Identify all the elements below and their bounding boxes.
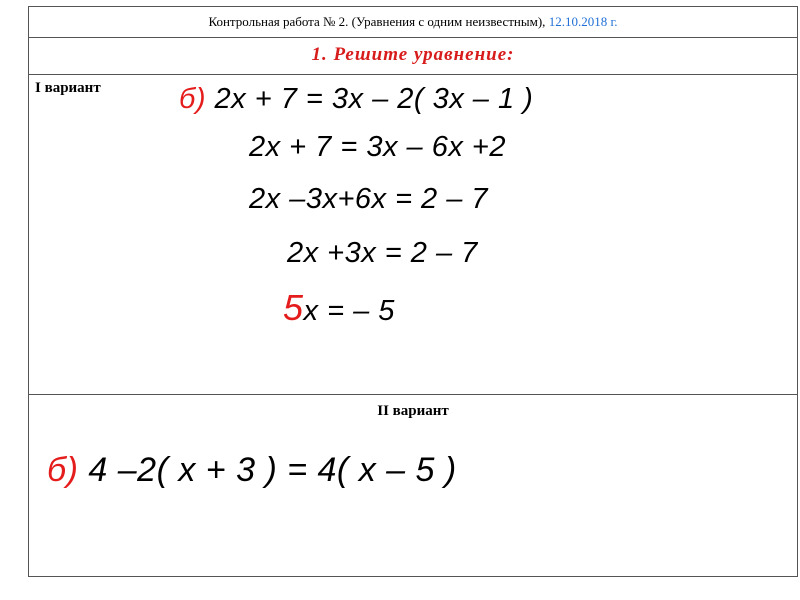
variant-1-prefix: б) [179,83,206,115]
header-row [29,7,797,38]
solution-step-3: 2x +3x = 2 – 7 [287,237,478,269]
worksheet-date: 12.10.2018 г. [548,14,618,29]
worksheet-table [28,6,798,577]
variant-2-prefix: б) [47,451,79,489]
variant-1-equation [179,83,533,116]
variant-1-row [29,75,797,395]
variant-2-equation-text: 4 –2( x + 3 ) = 4( x – 5 ) [78,451,457,489]
variant-1-label: I вариант [35,80,101,96]
solution-step-1: 2x + 7 = 3x – 6x +2 [249,131,506,163]
task-title: 1. Решите уравнение: [311,44,515,65]
result-coefficient: 5 [283,287,304,328]
worksheet-title-text: Контрольная работа № 2. (Уравнения с одним неизвестным), [208,14,549,29]
variant-2-equation [47,451,457,490]
variant-1-equation-text: 2x + 7 = 3x – 2( 3x – 1 ) [205,83,534,115]
solution-result [283,287,395,329]
worksheet-title [29,14,797,30]
variant-2-row [29,395,797,578]
result-text: x = – 5 [303,295,395,327]
task-row [29,38,797,75]
solution-step-2: 2x –3x+6x = 2 – 7 [249,183,489,215]
variant-2-label: II вариант [377,403,449,419]
